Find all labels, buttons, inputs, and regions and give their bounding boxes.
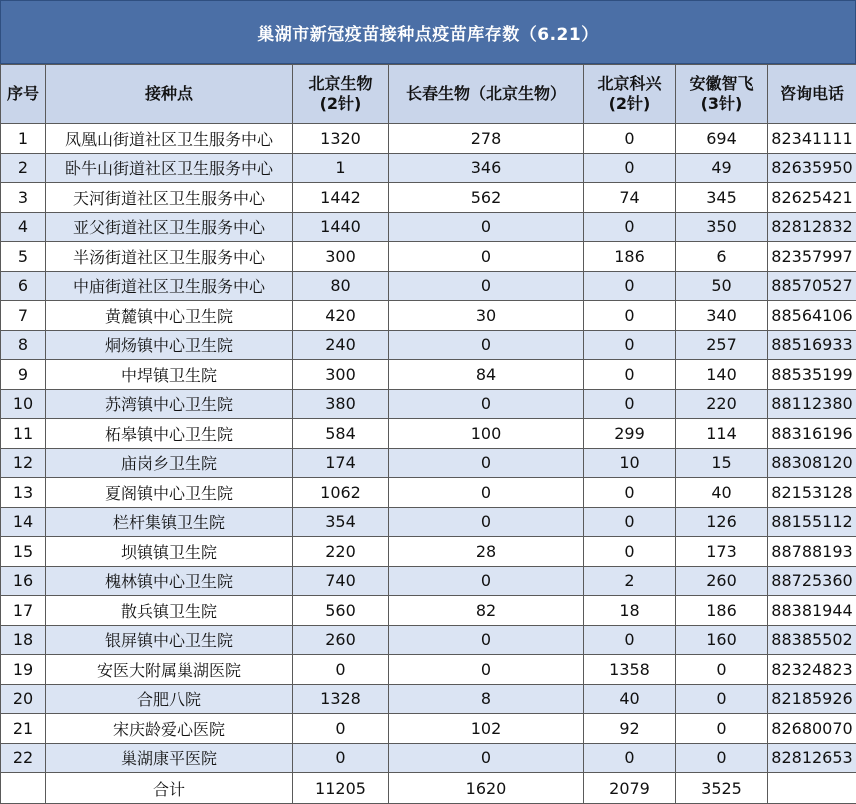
cell-sinovac: 1358 [584,655,676,685]
header-site: 接种点 [46,65,293,124]
cell-changchun-bio: 0 [389,242,584,272]
cell-site: 庙岗乡卫生院 [46,448,293,478]
cell-zhifei: 6 [676,242,768,272]
cell-zhifei: 49 [676,153,768,183]
cell-site: 槐林镇中心卫生院 [46,566,293,596]
cell-phone: 82680070 [768,714,856,744]
cell-zhifei: 0 [676,684,768,714]
cell-changchun-bio: 0 [389,566,584,596]
cell-phone: 88155112 [768,507,856,537]
cell-zhifei: 50 [676,271,768,301]
table-row [1,242,856,272]
cell-phone: 82324823 [768,655,856,685]
header-zhifei-doses: (3针) [676,94,767,114]
cell-beijing-bio: 174 [293,448,389,478]
table-row [1,271,856,301]
cell-sinovac: 0 [584,212,676,242]
cell-beijing-bio: 80 [293,271,389,301]
cell-beijing-bio: 260 [293,625,389,655]
cell-zhifei: 0 [676,743,768,773]
cell-beijing-bio: 1320 [293,124,389,154]
cell-site: 凤凰山街道社区卫生服务中心 [46,124,293,154]
table-row [1,714,856,744]
cell-seq: 4 [1,212,46,242]
cell-zhifei: 694 [676,124,768,154]
cell-sinovac: 0 [584,360,676,390]
cell-sinovac: 0 [584,537,676,567]
header-beijing-bio-name: 北京生物 [293,74,388,94]
cell-zhifei: 0 [676,655,768,685]
cell-seq: 19 [1,655,46,685]
cell-sinovac: 0 [584,271,676,301]
cell-sinovac: 10 [584,448,676,478]
cell-phone: 82341111 [768,124,856,154]
cell-phone: 82812653 [768,743,856,773]
table-row [1,330,856,360]
header-row [1,65,856,124]
cell-zhifei: 257 [676,330,768,360]
header-seq: 序号 [1,65,46,124]
table-row [1,419,856,449]
cell-changchun-bio: 0 [389,625,584,655]
cell-beijing-bio: 1 [293,153,389,183]
cell-site: 卧牛山街道社区卫生服务中心 [46,153,293,183]
cell-phone: 82185926 [768,684,856,714]
cell-beijing-bio: 300 [293,360,389,390]
header-sinovac [584,65,676,124]
cell-sinovac: 0 [584,124,676,154]
cell-zhifei: 40 [676,478,768,508]
cell-zhifei: 114 [676,419,768,449]
cell-beijing-bio: 0 [293,714,389,744]
cell-beijing-bio: 1062 [293,478,389,508]
total-beijing-bio: 11205 [293,773,389,804]
header-beijing-bio-doses: (2针) [293,94,388,114]
table-row [1,743,856,773]
cell-seq: 11 [1,419,46,449]
cell-phone: 88788193 [768,537,856,567]
header-changchun-bio: 长春生物（北京生物） [389,65,584,124]
cell-beijing-bio: 584 [293,419,389,449]
cell-beijing-bio: 220 [293,537,389,567]
cell-site: 夏阁镇中心卫生院 [46,478,293,508]
table-row [1,537,856,567]
cell-changchun-bio: 82 [389,596,584,626]
table-row [1,448,856,478]
cell-changchun-bio: 0 [389,478,584,508]
cell-seq: 14 [1,507,46,537]
cell-sinovac: 0 [584,478,676,508]
cell-sinovac: 0 [584,301,676,331]
cell-phone: 88535199 [768,360,856,390]
cell-seq: 8 [1,330,46,360]
cell-sinovac: 0 [584,507,676,537]
cell-beijing-bio: 380 [293,389,389,419]
cell-phone: 88385502 [768,625,856,655]
cell-phone: 88308120 [768,448,856,478]
cell-seq: 1 [1,124,46,154]
cell-seq: 2 [1,153,46,183]
cell-beijing-bio: 1440 [293,212,389,242]
cell-zhifei: 186 [676,596,768,626]
cell-seq: 22 [1,743,46,773]
cell-zhifei: 220 [676,389,768,419]
table-row [1,625,856,655]
cell-zhifei: 173 [676,537,768,567]
cell-site: 安医大附属巢湖医院 [46,655,293,685]
cell-zhifei: 0 [676,714,768,744]
table-row [1,478,856,508]
cell-site: 中垾镇卫生院 [46,360,293,390]
header-sinovac-doses: (2针) [584,94,675,114]
cell-changchun-bio: 562 [389,183,584,213]
vaccine-stock-table [0,64,856,804]
cell-beijing-bio: 300 [293,242,389,272]
cell-seq: 17 [1,596,46,626]
cell-site: 天河街道社区卫生服务中心 [46,183,293,213]
cell-phone: 82625421 [768,183,856,213]
table-row [1,566,856,596]
header-beijing-bio [293,65,389,124]
cell-zhifei: 160 [676,625,768,655]
cell-changchun-bio: 0 [389,448,584,478]
total-label: 合计 [46,773,293,804]
cell-sinovac: 74 [584,183,676,213]
cell-sinovac: 0 [584,743,676,773]
cell-beijing-bio: 740 [293,566,389,596]
cell-beijing-bio: 1442 [293,183,389,213]
total-changchun-bio: 1620 [389,773,584,804]
cell-site: 坝镇镇卫生院 [46,537,293,567]
cell-sinovac: 186 [584,242,676,272]
cell-changchun-bio: 8 [389,684,584,714]
cell-phone: 88112380 [768,389,856,419]
table-row [1,507,856,537]
cell-beijing-bio: 0 [293,743,389,773]
cell-zhifei: 340 [676,301,768,331]
cell-beijing-bio: 1328 [293,684,389,714]
cell-site: 半汤街道社区卫生服务中心 [46,242,293,272]
cell-zhifei: 126 [676,507,768,537]
cell-zhifei: 345 [676,183,768,213]
cell-changchun-bio: 0 [389,507,584,537]
cell-site: 宋庆龄爱心医院 [46,714,293,744]
cell-changchun-bio: 0 [389,389,584,419]
cell-site: 烔炀镇中心卫生院 [46,330,293,360]
table-row [1,183,856,213]
cell-zhifei: 350 [676,212,768,242]
cell-beijing-bio: 240 [293,330,389,360]
cell-beijing-bio: 0 [293,655,389,685]
cell-seq: 6 [1,271,46,301]
cell-seq: 15 [1,537,46,567]
cell-changchun-bio: 0 [389,655,584,685]
cell-seq: 10 [1,389,46,419]
cell-seq: 7 [1,301,46,331]
header-zhifei-name: 安徽智飞 [676,74,767,94]
table-row [1,153,856,183]
cell-sinovac: 0 [584,330,676,360]
cell-phone: 88725360 [768,566,856,596]
cell-sinovac: 92 [584,714,676,744]
cell-site: 巢湖康平医院 [46,743,293,773]
table-row [1,212,856,242]
cell-phone: 88516933 [768,330,856,360]
cell-site: 亚父街道社区卫生服务中心 [46,212,293,242]
cell-phone: 88316196 [768,419,856,449]
cell-changchun-bio: 84 [389,360,584,390]
cell-phone: 82812832 [768,212,856,242]
header-phone: 咨询电话 [768,65,856,124]
cell-beijing-bio: 560 [293,596,389,626]
table-body [1,124,856,773]
cell-seq: 5 [1,242,46,272]
cell-changchun-bio: 0 [389,271,584,301]
cell-seq: 16 [1,566,46,596]
table-row [1,684,856,714]
cell-zhifei: 15 [676,448,768,478]
cell-seq: 18 [1,625,46,655]
table-row [1,596,856,626]
table-row [1,124,856,154]
cell-phone: 82635950 [768,153,856,183]
cell-site: 柘皋镇中心卫生院 [46,419,293,449]
cell-phone: 88564106 [768,301,856,331]
total-zhifei: 3525 [676,773,768,804]
cell-sinovac: 18 [584,596,676,626]
cell-changchun-bio: 30 [389,301,584,331]
cell-phone: 88570527 [768,271,856,301]
cell-changchun-bio: 100 [389,419,584,449]
cell-seq: 13 [1,478,46,508]
total-row [1,773,856,804]
cell-sinovac: 299 [584,419,676,449]
cell-site: 黄麓镇中心卫生院 [46,301,293,331]
cell-site: 栏杆集镇卫生院 [46,507,293,537]
cell-beijing-bio: 420 [293,301,389,331]
cell-seq: 20 [1,684,46,714]
total-sinovac: 2079 [584,773,676,804]
table-row [1,360,856,390]
cell-zhifei: 260 [676,566,768,596]
cell-phone: 82153128 [768,478,856,508]
cell-sinovac: 0 [584,625,676,655]
cell-phone: 88381944 [768,596,856,626]
total-seq-cell [1,773,46,804]
cell-changchun-bio: 0 [389,212,584,242]
cell-site: 合肥八院 [46,684,293,714]
cell-changchun-bio: 0 [389,330,584,360]
table-row [1,655,856,685]
table-row [1,301,856,331]
cell-seq: 21 [1,714,46,744]
cell-zhifei: 140 [676,360,768,390]
cell-changchun-bio: 278 [389,124,584,154]
cell-site: 银屏镇中心卫生院 [46,625,293,655]
table-row [1,389,856,419]
cell-sinovac: 0 [584,153,676,183]
cell-site: 散兵镇卫生院 [46,596,293,626]
cell-sinovac: 40 [584,684,676,714]
cell-site: 苏湾镇中心卫生院 [46,389,293,419]
header-zhifei [676,65,768,124]
cell-sinovac: 0 [584,389,676,419]
cell-phone: 82357997 [768,242,856,272]
cell-site: 中庙街道社区卫生服务中心 [46,271,293,301]
cell-changchun-bio: 28 [389,537,584,567]
cell-sinovac: 2 [584,566,676,596]
cell-changchun-bio: 0 [389,743,584,773]
header-sinovac-name: 北京科兴 [584,74,675,94]
cell-seq: 12 [1,448,46,478]
cell-seq: 9 [1,360,46,390]
cell-changchun-bio: 346 [389,153,584,183]
table-title: 巢湖市新冠疫苗接种点疫苗库存数（6.21） [0,0,856,64]
cell-seq: 3 [1,183,46,213]
cell-beijing-bio: 354 [293,507,389,537]
total-phone-cell [768,773,856,804]
cell-changchun-bio: 102 [389,714,584,744]
